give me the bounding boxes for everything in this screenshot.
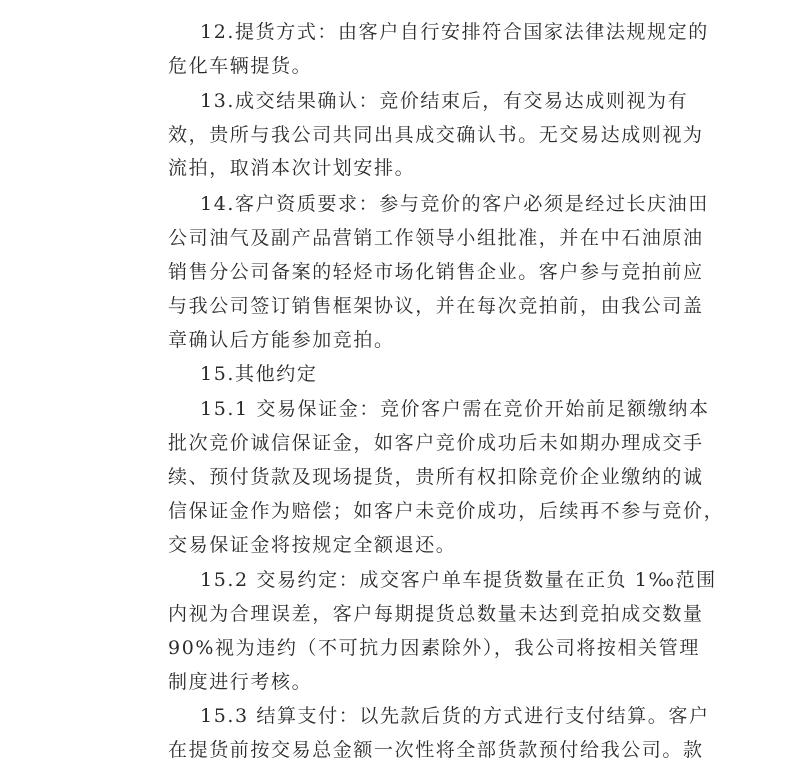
text-line: 交易保证金将按规定全额退还。	[168, 534, 457, 556]
text-line: 制度进行考核。	[168, 671, 313, 693]
text-line: 章确认后方能参加竞拍。	[168, 329, 395, 351]
text-line: 15.3 结算支付：以先款后货的方式进行支付结算。客户	[200, 705, 710, 727]
section-heading: 15.其他约定	[200, 363, 318, 385]
text-line: 14.客户资质要求：参与竞价的客户必须是经过长庆油田	[200, 193, 709, 215]
text-line: 续、预付货款及现场提货，贵所有权扣除竞价企业缴纳的诚	[168, 466, 704, 488]
text-line: 与我公司签订销售框架协议，并在每次竞拍前，由我公司盖	[168, 295, 704, 317]
text-line: 流拍，取消本次计划安排。	[168, 157, 416, 179]
text-line: 效，贵所与我公司共同出具成交确认书。无交易达成则视为	[168, 124, 704, 146]
text-line: 公司油气及副产品营销工作领导小组批准，并在中石油原油	[168, 227, 704, 249]
text-line: 在提货前按交易总金额一次性将全部货款预付给我公司。款	[168, 739, 704, 761]
text-line: 危化车辆提货。	[168, 55, 313, 77]
text-line: 13.成交结果确认：竞价结束后，有交易达成则视为有	[200, 90, 689, 112]
text-line: 内视为合理误差，客户每期提货总数量未达到竞拍成交数量	[168, 603, 704, 625]
text-line: 12.提货方式：由客户自行安排符合国家法律法规规定的	[200, 21, 709, 43]
text-line: 15.2 交易约定：成交客户单车提货数量在正负 1‰范围	[200, 569, 717, 591]
text-line: 90%视为违约（不可抗力因素除外），我公司将按相关管理	[168, 637, 700, 659]
text-line: 销售分公司备案的轻烃市场化销售企业。客户参与竞拍前应	[168, 261, 704, 283]
text-line: 信保证金作为赔偿；如客户未竞价成功，后续再不参与竞价，	[168, 500, 725, 522]
text-line: 15.1 交易保证金：竞价客户需在竞价开始前足额缴纳本	[200, 398, 710, 420]
text-line: 批次竞价诚信保证金，如客户竞价成功后未如期办理成交手	[168, 432, 704, 454]
